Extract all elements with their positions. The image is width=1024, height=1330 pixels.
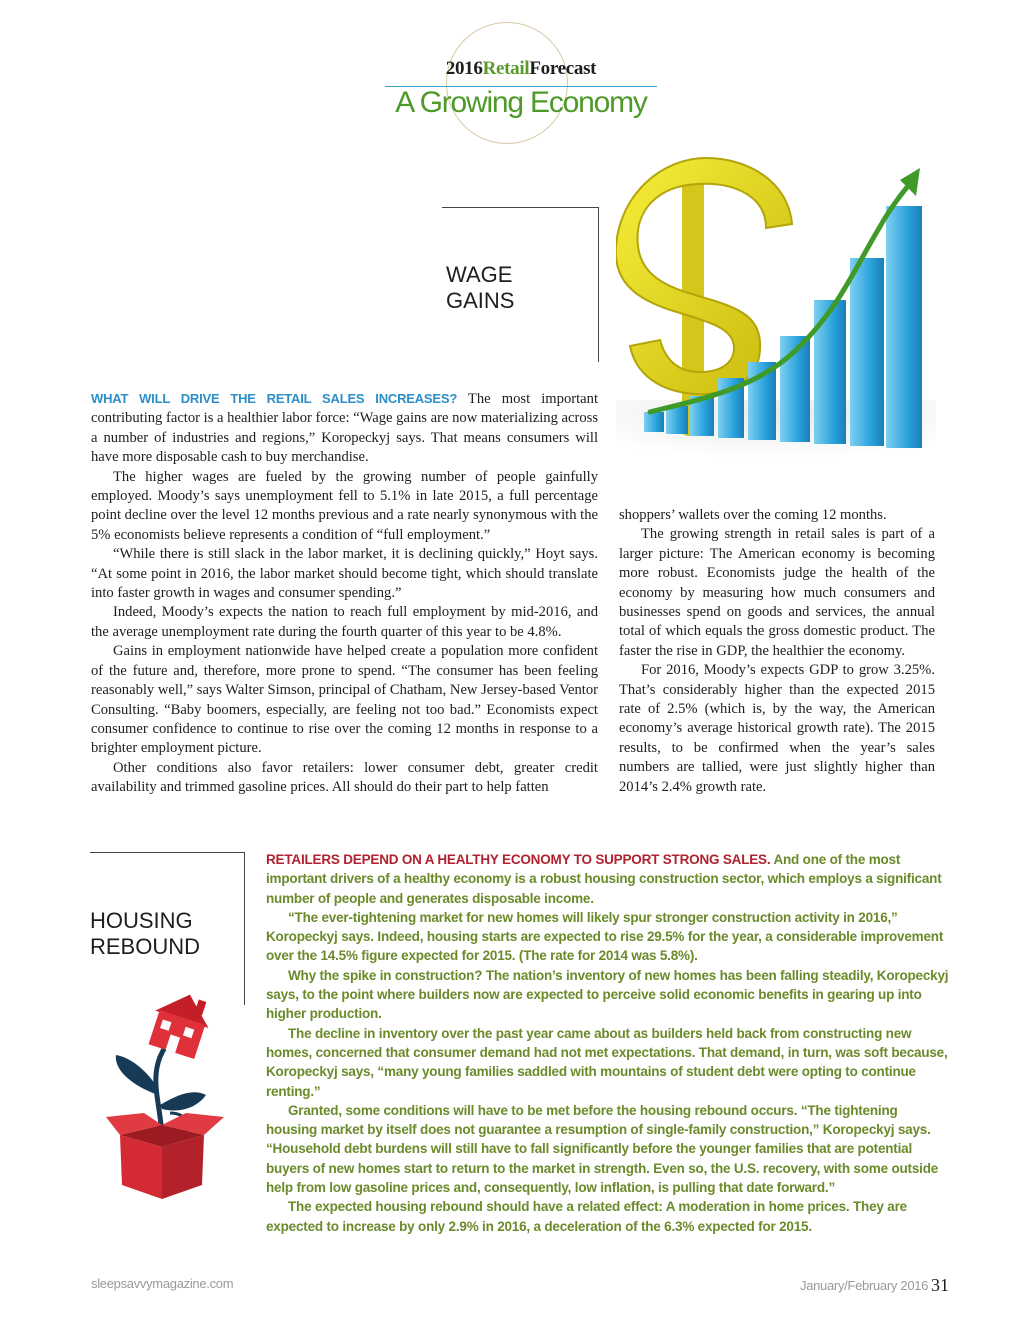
paragraph: WHAT WILL DRIVE THE RETAIL SALES INCREASES? The most important contributing factor is a healthier labor force: “Wage gains are now materializing across a number of industries and regions,” Koropeckyj says. That means consumers will have more disposable cash to buy merchandise.	[91, 391, 598, 466]
dollar-growth-illustration	[616, 150, 936, 466]
section-title-wage-gains: WAGE GAINS	[446, 262, 515, 313]
header-ornament-circle	[446, 22, 568, 144]
house-gift-illustration	[100, 985, 250, 1200]
paragraph: “While there is still slack in the labor market, it is declining quickly,” Hoyt says. “At some point in 2016, the labor market should become tight, which should translate into faster growth in wages and consumer spending.”	[91, 546, 598, 602]
paragraph: The growing strength in retail sales is part of a larger picture: The American economy is becoming more robust. Economists judge the health of the economy by measuring how much consumers and businesses spend on goods and services, the annual total of which equals the gross domestic product. The faster the rise in GDP, the healthier the economy.	[619, 526, 935, 659]
paragraph: The decline in inventory over the past year came about as builders held back from constructing new homes, concerned that consumer demand had not met expectations. That demand, in turn, was soft because, Koropeckyj says, “many young families saddled with mountains of student debt were opting to continue renting.”	[266, 1025, 948, 1099]
page-title: A Growing Economy	[395, 86, 647, 119]
section-title-housing-rebound: HOUSING REBOUND	[90, 908, 201, 959]
paragraph: For 2016, Moody’s expects GDP to grow 3.25%. That’s considerably higher than the expected 2015 rate of 2.5% (which is, by the way, the American economy’s average historical growth rate). The 2015 results, to be confirmed when the year’s sales numbers are tallied, were just slightly higher than 2014’s 2.4% growth rate.	[619, 662, 935, 795]
article-column-left	[91, 389, 598, 798]
paragraph: shoppers’ wallets over the coming 12 months.	[619, 507, 887, 523]
footer-site: sleepsavvymagazine.com	[91, 1276, 234, 1291]
leaf-right	[160, 1092, 206, 1110]
page-number: 31	[931, 1275, 949, 1295]
housing-article-text	[266, 850, 952, 1236]
lead-in: RETAILERS DEPEND ON A HEALTHY ECONOMY TO SUPPORT STRONG SALES.	[266, 852, 771, 867]
paragraph: Indeed, Moody’s expects the nation to reach full employment by mid-2016, and the average unemployment rate during the fourth quarter of this year to be 4.8%.	[91, 604, 598, 640]
paragraph: The expected housing rebound should have a related effect: A moderation in home prices. They are expected to increase by only 2.9% in 2016, a deceleration of the 6.3% expected for 2015.	[266, 1199, 907, 1234]
leaf-left	[116, 1055, 158, 1095]
article-column-right	[619, 506, 935, 797]
footer-issue: January/February 2016	[800, 1278, 929, 1293]
paragraph: Gains in employment nationwide have helped create a population more confident of the future and, therefore, more prone to spend. “The consumer has been feeling reasonably well,” says Walter Simson, principal of Chatham, New Jersey-based Ventor Consulting. “Baby boomers, especially, are feeling not too bad.” Economists expect consumer confidence to continue to rise over the coming 12 months in response to a brighter employment picture.	[91, 643, 598, 757]
gift-box-icon	[106, 1113, 224, 1199]
paragraph: The higher wages are fueled by the growing number of people gainfully employed. Moody’s says unemployment fell to 5.1% in late 2015, a full percentage point decline over the level 12 months previous and a rate nearly synonymous with the 5% economists believe represents a condition of “full employment.”	[91, 468, 598, 543]
house-icon	[145, 986, 217, 1060]
lead-in: WHAT WILL DRIVE THE RETAIL SALES INCREASES?	[91, 391, 458, 406]
paragraph: Why the spike in construction? The nation’s inventory of new homes has been falling steadily, Koropeckyj says, to the point where builders now are expected to perceive solid economic benefits in gearing up into higher production.	[266, 967, 949, 1022]
paragraph: Other conditions also favor retailers: lower consumer debt, greater credit availability and trimmed gasoline prices. All should do their part to help fatten	[91, 759, 598, 796]
paragraph: RETAILERS DEPEND ON A HEALTHY ECONOMY TO SUPPORT STRONG SALES. And one of the most important drivers of a healthy economy is a robust housing construction sector, which employs a significant number of people and generates disposable income.	[266, 852, 942, 906]
paragraph: “The ever-tightening market for new homes will likely spur stronger construction activity in 2016,” Koropeckyj says. Indeed, housing starts are expected to rise 29.5% for the year, a considerable improvement over the 14.5% figure expected for 2015. (The rate for 2014 was 5.8%).	[266, 909, 944, 964]
paragraph: Granted, some conditions will have to be met before the housing rebound occurs. “The tightening housing market by itself does not guarantee a resumption of single-family construction,” Koropeckyj says. “Household debt burdens will still have to fall significantly before the younger families that are potential buyers of new homes start to return to the market in strength. Even so, the U.S. recovery, with some outside help from low gasoline prices and, consequently, low inflation, is pulling that date forward.”	[266, 1102, 939, 1196]
section-kicker: 2016RetailForecast	[445, 58, 597, 79]
